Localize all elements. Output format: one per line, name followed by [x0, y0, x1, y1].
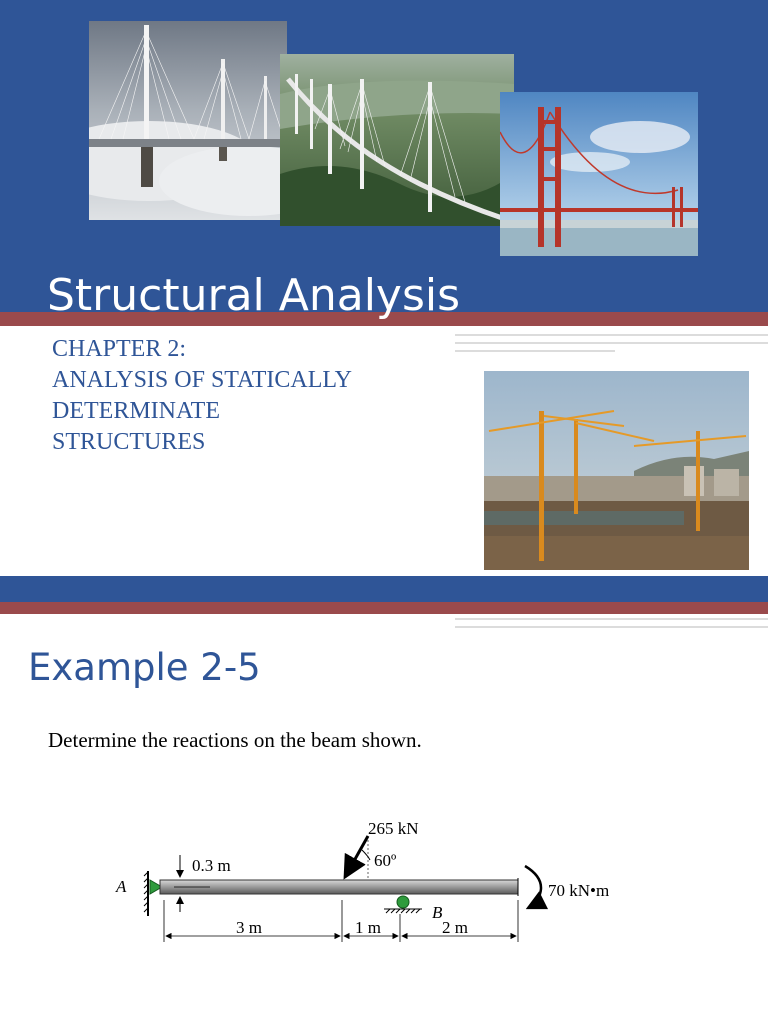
golden-gate-photo: [500, 92, 698, 256]
example-title: Example 2-5: [28, 646, 261, 689]
problem-statement: Determine the reactions on the beam shown.: [48, 728, 422, 752]
subtitle-line: CHAPTER 2:: [52, 336, 187, 362]
example-slide: [0, 576, 768, 1024]
decor-line: [455, 334, 768, 336]
label-a: A: [116, 877, 127, 896]
chapter-subtitle: [52, 334, 352, 458]
header-band: [0, 576, 768, 602]
construction-cranes-photo: [484, 371, 749, 570]
roller-support-b: [397, 896, 409, 908]
angle-arc: [362, 850, 370, 860]
slide-title: Structural Analysis: [47, 270, 461, 321]
label-b: B: [432, 903, 443, 922]
bridge-fog-photo: [89, 21, 287, 220]
subtitle-line: ANALYSIS OF STATICALLY: [52, 367, 352, 393]
accent-stripe: [0, 602, 768, 614]
label-offset: 0.3 m: [192, 856, 231, 875]
ground-hatch-b: [384, 909, 422, 913]
beam-diagram: [100, 816, 660, 956]
label-dim-3m: 3 m: [236, 918, 262, 937]
decor-line: [455, 626, 768, 628]
label-force: 265 kN: [368, 819, 419, 838]
label-angle: 60º: [374, 851, 397, 870]
moment-arrow: [525, 866, 541, 908]
decor-line: [455, 342, 768, 344]
subtitle-line: STRUCTURES: [52, 429, 206, 455]
subtitle-line: DETERMINATE: [52, 398, 220, 424]
bridge-aerial-photo: [280, 54, 514, 226]
label-dim-2m: 2 m: [442, 918, 468, 937]
decor-line: [455, 350, 615, 352]
label-moment: 70 kN•m: [548, 881, 610, 900]
beam: [160, 880, 518, 894]
label-dim-1m: 1 m: [355, 918, 381, 937]
decor-line: [455, 618, 768, 620]
force-arrow: [345, 836, 368, 877]
